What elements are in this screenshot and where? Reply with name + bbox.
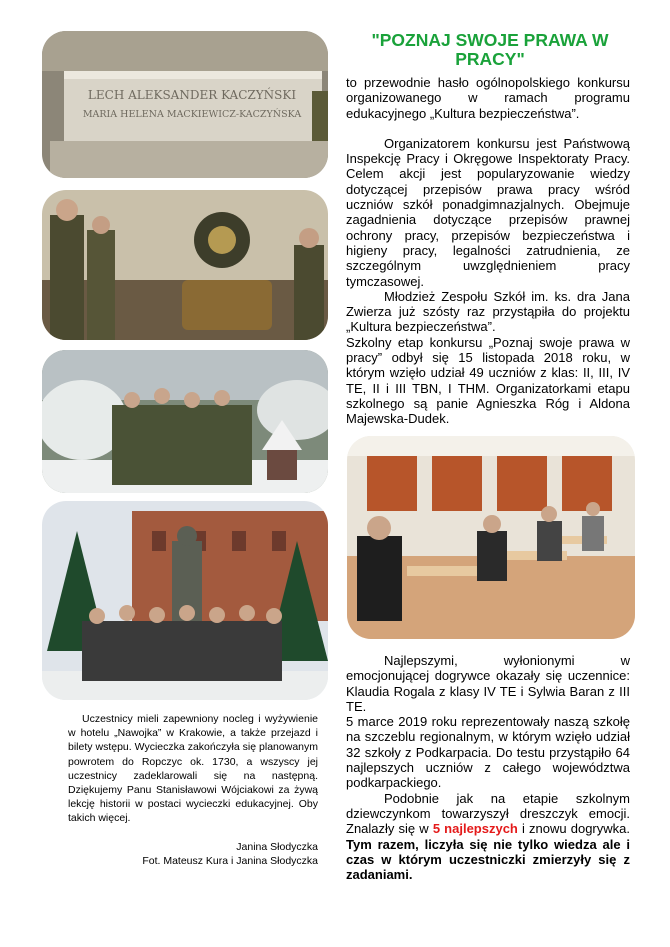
photo-honor-guard — [42, 190, 328, 340]
regional-paragraph: 5 marce 2019 roku reprezentowały naszą szkołę na szczeblu regionalnym, w którym wzięło udział 32 szkoły z Podkarpacia. Do testu przystąpiło 64 najlepszych uczniów z całego województwa podkarpackiego. — [346, 714, 630, 791]
school-stage-paragraph: Szkolny etap konkursu „Poznaj swoje prawa w pracy” odbył się 15 listopada 2018 roku, w którym wzięło udział 49 uczniów z klas: II, III, IV TE, II i III TBN, I THM. Organizatorkami etapu szkolnego są panie Agnieszka Róg i Aldona Majewska-Dudek. — [346, 334, 630, 427]
article-body-bottom — [346, 653, 630, 882]
final-text-continued: i znowu dogrywka. — [522, 821, 630, 837]
trip-summary: Uczestnicy mieli zapewniony nocleg i wyżywienie w hotelu „Nawojka” w Krakowie, a także przejazd i bilety wstępu. Wycieczka zakończyła się planowanym powrotem do Ropczyc ok. 1730, a wszyscy jej uczestnicy zadeklarowali się na następną. Dziękujemy Panu Stanisławowi Wójciakowi za żywą lekcję historii w postaci wycieczki edukacyjnej. Oby takich więcej. — [68, 713, 318, 825]
final-text: Podobnie jak na etapie szkolnym dziewczynkom towarzyszył dreszczyk emocji. Znalazły się w — [346, 790, 630, 837]
photo-caption — [68, 712, 318, 868]
school-paragraph: Młodzież Zespołu Szkół im. ks. dra Jana Zwierza już szósty raz przystąpiła do projektu „Kultura bezpieczeństwa”. — [346, 288, 630, 335]
intro-paragraph: to przewodnie hasło ogólnopolskiego konkursu organizowanego w ramach programu edukacyjnego „Kultura bezpieczeństwa”. — [346, 75, 630, 121]
photo-sarcophagus — [42, 31, 328, 178]
sarcophagus-inscription-2: MARIA HELENA MACKIEWICZ-KACZYŃSKA — [82, 109, 302, 120]
article-body-top — [346, 75, 630, 427]
author: Janina Słodyczka — [236, 840, 318, 853]
final-paragraph — [346, 791, 630, 883]
top-five-highlight: 5 najlepszych — [432, 821, 518, 837]
final-bold-text: Tym razem, liczyła się nie tylko wiedza ale i czas w którym uczestniczki zmierzyły się z zadaniami. — [346, 836, 630, 883]
photo-classroom-test — [347, 436, 635, 639]
photo-winter-shrine — [42, 350, 328, 493]
sarcophagus-inscription-1: LECH ALEKSANDER KACZYŃSKI — [87, 88, 297, 102]
photo-monument-group — [42, 501, 328, 700]
photo-credits: Fot. Mateusz Kura i Janina Słodyczka — [142, 854, 318, 867]
organizers-paragraph: Organizatorem konkursu jest Państwową Inspekcję Pracy i Okręgowe Inspektoraty Pracy. Celem akcji jest popularyzowanie wiedzy dotyczącej przepisów prawa pracy wśród uczniów szkół ponadgimnazjalnych. Obejmuje zagadnienia dotyczące przepisów prawnej ochrony pracy, przepisów bezpieczeństwa i higieny pracy, legalności zatrudnienia, ze szczególnym uwzględnieniem pracy tymczasowej. — [346, 135, 630, 289]
article-title: "POZNAJ SWOJE PRAWA W PRACY" — [371, 30, 609, 69]
winners-paragraph: Najlepszymi, wyłonionymi w emocjonującej dogrywce okazały się uczennice: Klaudia Rogala z klasy IV TE i Sylwia Baran z III TE. — [346, 653, 630, 714]
